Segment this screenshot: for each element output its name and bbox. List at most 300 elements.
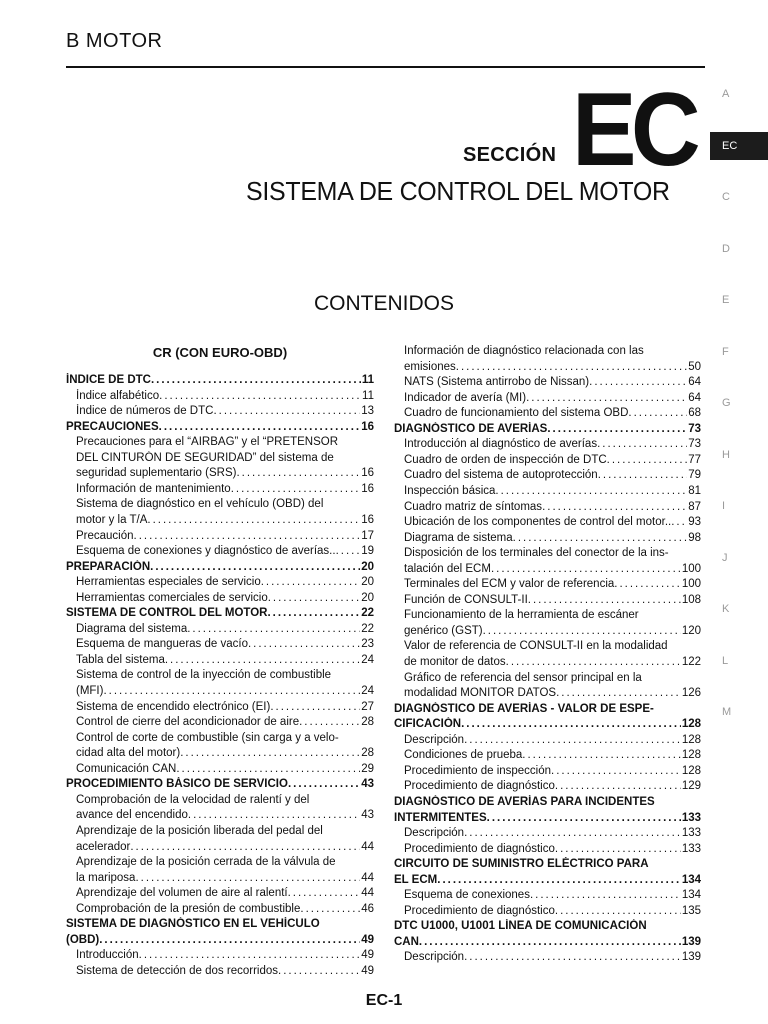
toc-entry bbox=[76, 793, 374, 808]
toc-dot-leader bbox=[135, 871, 360, 886]
toc-entry bbox=[76, 404, 374, 419]
toc-entry-page: 128 bbox=[681, 764, 701, 777]
toc-entry bbox=[404, 842, 701, 857]
toc-entry bbox=[76, 544, 374, 559]
toc-dot-leader bbox=[336, 544, 361, 559]
toc-entry-title: Cuadro de funcionamiento del sistema OBD bbox=[404, 407, 629, 420]
toc-entry bbox=[66, 420, 374, 435]
toc-dot-leader bbox=[270, 700, 360, 715]
toc-entry-title: Precaución bbox=[76, 529, 134, 542]
toc-entry-page: 16 bbox=[361, 482, 374, 495]
toc-entry-title: Información de diagnóstico relacionada con las bbox=[404, 345, 644, 357]
toc-entry bbox=[404, 546, 701, 561]
toc-entry-page: 81 bbox=[688, 484, 701, 497]
toc-entry-title: Índice de números de DTC bbox=[76, 405, 214, 418]
toc-entry-title: Procedimiento de diagnóstico bbox=[404, 780, 555, 793]
toc-entry bbox=[404, 779, 701, 794]
left-column-heading: CR (CON EURO-OBD) bbox=[152, 345, 288, 360]
toc-entry-title: Precauciones para el “AIRBAG” y el “PRETENSOR bbox=[76, 436, 339, 449]
toc-entry-page: 13 bbox=[361, 405, 374, 418]
toc-entry-title: Ubicación de los componentes de control del motor.. bbox=[404, 516, 672, 529]
toc-entry-page: 93 bbox=[688, 516, 701, 529]
toc-entry bbox=[394, 919, 701, 934]
toc-entry-title: SISTEMA DE DIAGNÓSTICO EN EL VEHÍCULO bbox=[66, 918, 320, 931]
toc-entry bbox=[76, 871, 374, 886]
toc-entry-page: 16 bbox=[361, 513, 374, 526]
toc-entry bbox=[76, 855, 374, 870]
toc-dot-leader bbox=[555, 779, 681, 794]
section-tab-m: M bbox=[722, 706, 732, 718]
toc-entry bbox=[66, 560, 374, 575]
toc-entry-title: motor y la T/A bbox=[76, 513, 148, 526]
toc-entry-page: 139 bbox=[681, 935, 701, 948]
toc-entry-title: emisiones bbox=[404, 360, 456, 373]
toc-dot-leader bbox=[589, 375, 687, 390]
toc-entry-page: 134 bbox=[681, 889, 701, 902]
toc-entry bbox=[404, 764, 701, 779]
toc-entry bbox=[76, 591, 374, 606]
toc-entry-page: 24 bbox=[361, 653, 374, 666]
toc-entry bbox=[394, 935, 701, 950]
toc-entry-title: Control de corte de combustible (sin carga y a velo- bbox=[76, 731, 339, 744]
page-title: SISTEMA DE CONTROL DEL MOTOR bbox=[246, 176, 670, 206]
toc-entry-page: 139 bbox=[681, 951, 701, 964]
toc-entry-page: 133 bbox=[681, 827, 701, 840]
toc-entry-page: 128 bbox=[681, 718, 701, 731]
toc-entry bbox=[404, 515, 701, 530]
toc-dot-leader bbox=[268, 591, 360, 606]
toc-entry-title: SISTEMA DE CONTROL DEL MOTOR bbox=[66, 607, 268, 620]
toc-entry bbox=[404, 375, 701, 390]
toc-entry-page: 50 bbox=[688, 360, 701, 373]
toc-dot-leader bbox=[278, 964, 360, 979]
toc-entry bbox=[76, 808, 374, 823]
toc-entry-page: 16 bbox=[361, 467, 374, 480]
toc-dot-leader bbox=[464, 733, 681, 748]
toc-entry bbox=[404, 391, 701, 406]
toc-entry bbox=[404, 500, 701, 515]
toc-dot-leader bbox=[130, 840, 360, 855]
toc-entry-title: Control de cierre del acondicionador de aire bbox=[76, 716, 300, 729]
toc-entry-title: Esquema de conexiones y diagnóstico de averías.. bbox=[76, 545, 336, 558]
toc-entry-page: 22 bbox=[361, 607, 374, 620]
toc-entry-title: (OBD) bbox=[66, 933, 100, 946]
toc-entry-title: CIFICACIÓN bbox=[394, 718, 462, 731]
toc-dot-leader bbox=[506, 655, 681, 670]
toc-dot-leader bbox=[530, 888, 681, 903]
section-tab-l: L bbox=[722, 654, 729, 667]
toc-entry-title: Función de CONSULT-II bbox=[404, 593, 528, 606]
toc-entry bbox=[404, 608, 701, 623]
toc-entry bbox=[394, 717, 701, 732]
toc-entry-title: PROCEDIMIENTO BÁSICO DE SERVICIO bbox=[66, 778, 288, 791]
toc-entry bbox=[76, 731, 374, 746]
section-tab-a: A bbox=[722, 88, 730, 100]
toc-dot-leader bbox=[236, 466, 360, 481]
toc-entry-title: Sistema de control de la inyección de combustible bbox=[76, 669, 332, 682]
toc-entry-title: talación del ECM bbox=[404, 562, 491, 575]
toc-entry-page: 19 bbox=[361, 545, 374, 558]
toc-entry bbox=[404, 671, 701, 686]
toc-entry-page: 77 bbox=[688, 453, 701, 466]
toc-dot-leader bbox=[103, 684, 360, 699]
toc-entry bbox=[76, 529, 374, 544]
toc-entry bbox=[76, 886, 374, 901]
toc-entry bbox=[394, 795, 701, 810]
toc-entry-title: Indicador de avería (MI) bbox=[404, 391, 527, 404]
toc-entry-page: 128 bbox=[681, 733, 701, 746]
toc-entry-title: Herramientas comerciales de servicio bbox=[76, 591, 268, 604]
toc-entry-title: Cuadro matriz de síntomas bbox=[404, 500, 543, 513]
toc-entry-page: 129 bbox=[681, 780, 701, 793]
toc-dot-leader bbox=[299, 715, 360, 730]
section-word: SECCIÓN bbox=[463, 144, 557, 166]
toc-entry bbox=[404, 437, 701, 452]
toc-entry-title: DEL CINTURÓN DE SEGURIDAD” del sistema de bbox=[76, 451, 334, 464]
toc-dot-leader bbox=[99, 933, 360, 948]
toc-entry bbox=[404, 531, 701, 546]
toc-dot-leader bbox=[491, 562, 681, 577]
toc-entry-title: modalidad MONITOR DATOS bbox=[404, 687, 557, 700]
toc-entry bbox=[76, 824, 374, 839]
toc-entry-title: DIAGNÓSTICO DE AVERÍAS PARA INCIDENTES bbox=[394, 795, 655, 808]
toc-entry bbox=[76, 964, 374, 979]
toc-entry-page: 11 bbox=[362, 389, 374, 402]
section-tab-f: F bbox=[722, 345, 729, 358]
toc-entry-page: 98 bbox=[688, 531, 701, 544]
toc-entry-title: PRECAUCIONES bbox=[66, 420, 159, 433]
toc-dot-leader bbox=[231, 482, 361, 497]
toc-entry-title: DTC U1000, U1001 LÍNEA DE COMUNICACIÓN bbox=[394, 920, 647, 933]
toc-dot-leader bbox=[213, 404, 360, 419]
toc-entry-title: Descripción bbox=[404, 951, 465, 964]
toc-entry-title: Sistema de diagnóstico en el vehículo (OBD) del bbox=[76, 498, 324, 511]
toc-entry bbox=[76, 902, 374, 917]
toc-entry-page: 64 bbox=[688, 376, 701, 389]
toc-entry-page: 27 bbox=[361, 700, 374, 713]
toc-dot-leader bbox=[607, 453, 688, 468]
toc-dot-leader bbox=[150, 560, 360, 575]
toc-entry-page: 43 bbox=[361, 809, 374, 822]
toc-entry bbox=[76, 700, 374, 715]
toc-dot-leader bbox=[159, 389, 361, 404]
toc-entry-page: 100 bbox=[681, 562, 701, 575]
toc-entry-page: 23 bbox=[361, 638, 374, 651]
toc-dot-leader bbox=[526, 391, 687, 406]
toc-dot-leader bbox=[419, 935, 681, 950]
toc-entry-title: Comprobación de la velocidad de ralentí y del bbox=[76, 793, 310, 806]
toc-entry-page: 49 bbox=[361, 964, 374, 977]
toc-dot-leader bbox=[134, 529, 361, 544]
toc-entry-title: Aprendizaje del volumen de aire al ralentí bbox=[76, 887, 288, 900]
toc-dot-leader bbox=[461, 717, 681, 732]
toc-entry bbox=[66, 933, 374, 948]
toc-entry-title: PREPARACIÓN bbox=[66, 560, 151, 573]
toc-entry bbox=[404, 577, 701, 592]
toc-entry-page: 44 bbox=[361, 871, 374, 884]
toc-entry-page: 28 bbox=[361, 716, 374, 729]
toc-entry-title: Disposición de los terminales del conector de la ins- bbox=[404, 547, 669, 560]
toc-dot-leader bbox=[261, 575, 360, 590]
toc-entry-title: Terminales del ECM y valor de referencia bbox=[404, 578, 615, 591]
toc-dot-leader bbox=[628, 406, 687, 421]
toc-entry-title: Introducción bbox=[76, 949, 139, 962]
toc-entry-page: 100 bbox=[681, 578, 701, 591]
toc-entry-title: cidad alta del motor) bbox=[76, 747, 181, 760]
toc-dot-leader bbox=[176, 762, 360, 777]
toc-dot-leader bbox=[187, 622, 360, 637]
toc-entry bbox=[76, 389, 374, 404]
toc-entry-title: Sistema de detección de dos recorridos bbox=[76, 964, 278, 977]
toc-dot-leader bbox=[483, 624, 681, 639]
toc-entry-page: 133 bbox=[681, 811, 701, 824]
toc-entry bbox=[66, 373, 374, 388]
toc-entry-page: 87 bbox=[688, 500, 701, 513]
toc-dot-leader bbox=[300, 902, 360, 917]
toc-dot-leader bbox=[139, 948, 361, 963]
toc-entry-title: (MFI) bbox=[76, 685, 104, 697]
toc-entry bbox=[76, 762, 374, 777]
toc-entry bbox=[394, 422, 701, 437]
toc-entry-page: 134 bbox=[681, 873, 701, 886]
toc-dot-leader bbox=[528, 593, 681, 608]
toc-entry bbox=[66, 777, 374, 792]
toc-dot-leader bbox=[437, 873, 681, 888]
toc-entry bbox=[394, 811, 701, 826]
section-tab-e: E bbox=[722, 294, 730, 306]
toc-entry bbox=[76, 668, 374, 683]
toc-entry-title: Funcionamiento de la herramienta de escáner bbox=[404, 609, 639, 622]
toc-entry bbox=[404, 624, 701, 639]
toc-entry-title: Esquema de conexiones bbox=[404, 889, 530, 902]
toc-dot-leader bbox=[555, 842, 681, 857]
toc-dot-leader bbox=[671, 515, 687, 530]
toc-entry bbox=[394, 702, 701, 717]
toc-entry-page: 79 bbox=[688, 469, 701, 482]
toc-dot-leader bbox=[288, 777, 360, 792]
toc-dot-leader bbox=[248, 637, 360, 652]
toc-entry-page: 133 bbox=[681, 842, 701, 855]
toc-entry bbox=[404, 950, 701, 965]
toc-dot-leader bbox=[614, 577, 681, 592]
toc-entry-page: 28 bbox=[361, 747, 374, 760]
contents-title: CONTENIDOS bbox=[314, 292, 455, 315]
section-tab-h: H bbox=[722, 448, 730, 461]
toc-entry-title: Comunicación CAN bbox=[76, 762, 177, 775]
toc-entry-page: 16 bbox=[361, 420, 374, 433]
toc-dot-leader bbox=[147, 513, 360, 528]
toc-entry bbox=[66, 917, 374, 932]
toc-entry bbox=[404, 406, 701, 421]
section-code: EC bbox=[572, 72, 696, 188]
toc-entry-title: Índice alfabético bbox=[76, 389, 160, 402]
toc-entry bbox=[76, 637, 374, 652]
toc-entry bbox=[404, 484, 701, 499]
toc-dot-leader bbox=[597, 437, 687, 452]
toc-entry-title: DIAGNÓSTICO DE AVERÍAS - VALOR DE ESPE- bbox=[394, 702, 654, 715]
toc-entry-title: Aprendizaje de la posición liberada del pedal del bbox=[76, 824, 323, 837]
toc-entry-title: Tabla del sistema bbox=[76, 653, 165, 666]
toc-entry-page: 68 bbox=[688, 407, 701, 420]
toc-entry-title: Información de mantenimiento bbox=[76, 482, 231, 495]
toc-entry-page: 43 bbox=[361, 778, 374, 791]
toc-dot-leader bbox=[555, 904, 681, 919]
toc-dot-leader bbox=[267, 606, 360, 621]
toc-entry-page: 11 bbox=[361, 374, 374, 386]
toc-entry-title: Comprobación de la presión de combustible bbox=[76, 902, 301, 915]
section-tab-j: J bbox=[722, 551, 728, 564]
toc-entry-title: la mariposa bbox=[76, 871, 136, 884]
section-tab-ec: EC bbox=[710, 132, 768, 160]
toc-entry-title: Descripción bbox=[404, 827, 465, 840]
section-tab-k: K bbox=[722, 603, 730, 615]
section-tab-d: D bbox=[722, 242, 730, 255]
toc-entry-title: Descripción bbox=[404, 733, 465, 746]
section-tab-c: C bbox=[722, 191, 730, 203]
section-tab-g: G bbox=[722, 397, 731, 409]
toc-dot-leader bbox=[464, 826, 681, 841]
toc-entry bbox=[76, 684, 374, 699]
toc-entry-page: 24 bbox=[361, 685, 374, 697]
toc-entry bbox=[76, 840, 374, 855]
toc-entry-title: Valor de referencia de CONSULT-II en la modalidad bbox=[404, 640, 668, 653]
toc-entry bbox=[76, 435, 374, 450]
toc-entry-title: NATS (Sistema antirrobo de Nissan) bbox=[404, 376, 590, 389]
toc-entry bbox=[76, 451, 374, 466]
toc-entry-title: ÍNDICE DE DTC bbox=[66, 374, 151, 386]
toc-entry-page: 20 bbox=[361, 591, 374, 604]
toc-entry-title: Sistema de encendido electrónico (EI) bbox=[76, 700, 271, 713]
toc-entry bbox=[404, 888, 701, 903]
toc-entry-page: 128 bbox=[681, 749, 701, 762]
toc-dot-leader bbox=[495, 484, 687, 499]
toc-entry-title: CAN bbox=[394, 935, 419, 948]
toc-entry-title: de monitor de datos bbox=[404, 656, 506, 668]
toc-dot-leader bbox=[542, 500, 687, 515]
toc-entry bbox=[404, 639, 701, 654]
toc-entry bbox=[394, 873, 701, 888]
toc-entry bbox=[76, 466, 374, 481]
toc-entry bbox=[404, 826, 701, 841]
toc-entry bbox=[404, 733, 701, 748]
toc-entry-page: 29 bbox=[361, 762, 374, 775]
toc-entry-page: 20 bbox=[361, 560, 374, 573]
toc-entry bbox=[404, 655, 701, 670]
toc-dot-leader bbox=[556, 686, 681, 701]
toc-entry-title: seguridad suplementario (SRS) bbox=[76, 467, 237, 480]
toc-entry-page: 49 bbox=[361, 949, 374, 962]
toc-entry-title: avance del encendido bbox=[76, 809, 188, 822]
toc-entry-title: Introducción al diagnóstico de averías bbox=[404, 438, 598, 451]
toc-dot-leader bbox=[598, 468, 688, 483]
toc-dot-leader bbox=[547, 422, 687, 437]
toc-entry bbox=[404, 593, 701, 608]
toc-entry-title: Gráfico de referencia del sensor principal en la bbox=[404, 671, 642, 684]
toc-entry-page: 73 bbox=[688, 438, 701, 451]
toc-entry-page: 22 bbox=[361, 622, 374, 635]
toc-entry-title: Procedimiento de diagnóstico bbox=[404, 904, 555, 917]
toc-entry-page: 108 bbox=[681, 593, 701, 606]
toc-entry bbox=[76, 746, 374, 761]
toc-entry bbox=[404, 748, 701, 763]
toc-entry bbox=[404, 360, 701, 375]
toc-entry-page: 49 bbox=[361, 933, 374, 946]
toc-entry bbox=[404, 453, 701, 468]
toc-dot-leader bbox=[288, 886, 361, 901]
toc-dot-leader bbox=[551, 764, 681, 779]
toc-dot-leader bbox=[165, 653, 360, 668]
toc-entry bbox=[404, 468, 701, 483]
toc-dot-leader bbox=[151, 373, 361, 388]
toc-entry-title: Condiciones de prueba bbox=[404, 749, 523, 762]
section-tab-i: I bbox=[722, 500, 726, 512]
page-number: EC-1 bbox=[365, 992, 403, 1009]
toc-entry bbox=[76, 948, 374, 963]
toc-entry bbox=[404, 562, 701, 577]
toc-entry-title: EL ECM bbox=[394, 873, 438, 886]
toc-entry-title: Diagrama del sistema bbox=[76, 622, 188, 635]
toc-entry bbox=[404, 344, 701, 359]
toc-entry-title: Aprendizaje de la posición cerrada de la válvula de bbox=[76, 856, 336, 869]
toc-dot-leader bbox=[159, 420, 361, 435]
toc-entry-title: CIRCUITO DE SUMINISTRO ELÉCTRICO PARA bbox=[394, 858, 649, 871]
toc-dot-leader bbox=[180, 746, 360, 761]
toc-entry-page: 122 bbox=[681, 656, 701, 668]
toc-entry-title: Inspección básica bbox=[404, 484, 496, 497]
toc-dot-leader bbox=[522, 748, 681, 763]
toc-entry-title: Diagrama de sistema bbox=[404, 531, 513, 544]
toc-entry-title: DIAGNÓSTICO DE AVERÍAS bbox=[394, 422, 548, 435]
toc-entry bbox=[76, 653, 374, 668]
toc-entry-page: 20 bbox=[361, 576, 374, 589]
toc-entry-title: acelerador bbox=[76, 840, 131, 853]
toc-entry bbox=[76, 482, 374, 497]
chapter-header: B MOTOR bbox=[66, 30, 163, 52]
toc-entry bbox=[76, 715, 374, 730]
toc-entry bbox=[394, 857, 701, 872]
toc-entry-title: Esquema de mangueras de vacío bbox=[76, 638, 248, 651]
toc-entry-page: 120 bbox=[681, 624, 701, 637]
toc-dot-leader bbox=[188, 808, 360, 823]
toc-entry-title: Cuadro del sistema de autoprotección bbox=[404, 469, 598, 482]
toc-entry-title: Herramientas especiales de servicio bbox=[76, 576, 261, 589]
toc-dot-leader bbox=[487, 811, 681, 826]
toc-entry-title: genérico (GST) bbox=[404, 624, 483, 637]
toc-dot-leader bbox=[464, 950, 681, 965]
header-rule bbox=[66, 66, 705, 68]
toc-entry bbox=[76, 513, 374, 528]
toc-entry-title: Procedimiento de inspección bbox=[404, 764, 552, 777]
toc-entry bbox=[404, 904, 701, 919]
toc-entry-page: 126 bbox=[681, 687, 701, 700]
toc-entry-title: Procedimiento de diagnóstico bbox=[404, 842, 555, 855]
toc-entry-page: 73 bbox=[688, 422, 701, 435]
toc-entry bbox=[404, 686, 701, 701]
toc-entry-page: 135 bbox=[681, 904, 701, 917]
toc-entry-page: 17 bbox=[361, 529, 374, 542]
toc-dot-leader bbox=[456, 360, 687, 375]
toc-entry-page: 46 bbox=[361, 902, 374, 915]
toc-entry-title: INTERMITENTES bbox=[394, 811, 487, 824]
toc-entry-title: Cuadro de orden de inspección de DTC bbox=[404, 453, 607, 466]
toc-entry bbox=[66, 606, 374, 621]
toc-entry bbox=[76, 575, 374, 590]
toc-dot-leader bbox=[513, 531, 688, 546]
toc-entry-page: 64 bbox=[688, 391, 701, 404]
toc-entry bbox=[76, 497, 374, 512]
toc-entry bbox=[76, 622, 374, 637]
toc-entry-page: 44 bbox=[361, 887, 374, 900]
